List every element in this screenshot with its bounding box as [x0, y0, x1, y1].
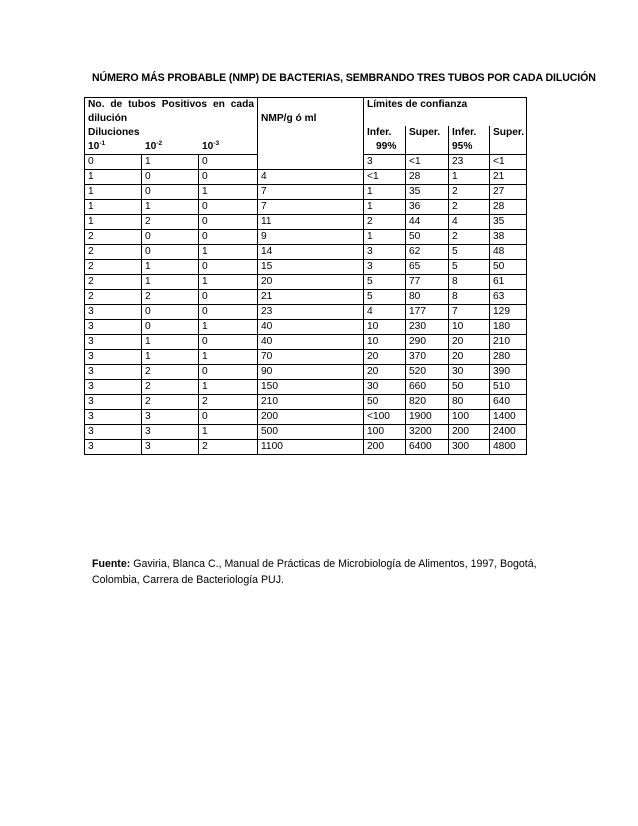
dil-2-positive: 2	[142, 290, 199, 305]
nmp-value: 23	[258, 305, 364, 320]
super-95-value: 50	[490, 260, 527, 275]
table-row	[85, 410, 527, 425]
dil-2-positive: 0	[142, 305, 199, 320]
dil-2-positive: 2	[142, 395, 199, 410]
dil-2-positive: 1	[142, 350, 199, 365]
infer-95-value: 50	[449, 380, 490, 395]
infer-95-value: 8	[449, 275, 490, 290]
infer-99-value: 100	[364, 425, 406, 440]
infer-99-value: 10	[364, 335, 406, 350]
super-99-value: 77	[406, 275, 449, 290]
table-row	[85, 440, 527, 455]
dil-3-positive: 0	[199, 170, 258, 185]
infer-95-label: Infer.	[452, 127, 477, 138]
super-95-value: 28	[490, 200, 527, 215]
dilutions-header-cell	[85, 126, 258, 155]
super-95-value: 38	[490, 230, 527, 245]
infer-99-value: 1	[364, 230, 406, 245]
infer-95-percent: 95%	[452, 141, 473, 152]
infer-99-value: <1	[406, 155, 449, 170]
infer-95-value: 1	[449, 170, 490, 185]
dil-1-positive: 3	[85, 350, 142, 365]
super-99-value: 520	[406, 365, 449, 380]
infer-95-value: 8	[449, 290, 490, 305]
super-95-value: 61	[490, 275, 527, 290]
nmp-value: 40	[258, 335, 364, 350]
dil-3-positive: 0	[199, 215, 258, 230]
source-note	[92, 556, 552, 588]
dil-1-positive: 2	[85, 275, 142, 290]
infer-99-value: 200	[364, 440, 406, 455]
super-99-value: 230	[406, 320, 449, 335]
dil-3-positive: 1	[199, 245, 258, 260]
super-99-value: 177	[406, 305, 449, 320]
super-99-value: 80	[406, 290, 449, 305]
dilution-exponents	[88, 140, 257, 154]
infer-99-value: 20	[364, 350, 406, 365]
dil-2-positive: 2	[142, 365, 199, 380]
dil-1-positive: 3	[85, 365, 142, 380]
infer-99-value: 30	[364, 380, 406, 395]
table-row	[85, 380, 527, 395]
infer-95-value: 7	[449, 305, 490, 320]
dil-2-positive: 2	[142, 215, 199, 230]
infer-99-value: 1	[364, 200, 406, 215]
dilution-2: 10-2	[145, 139, 163, 152]
dil-2-positive: 1	[142, 200, 199, 215]
super-95-value: 280	[490, 350, 527, 365]
dil-1-positive: 1	[85, 215, 142, 230]
dil-1-positive: 2	[85, 260, 142, 275]
nmp-value: 70	[258, 350, 364, 365]
infer-95-value: 200	[449, 425, 490, 440]
table-row	[85, 290, 527, 305]
nmp-value: 21	[258, 290, 364, 305]
infer-95-header	[449, 126, 490, 155]
infer-99-value: 3	[364, 260, 406, 275]
infer-95-value: 20	[449, 335, 490, 350]
tubes-header-label: No. de tubos Positivos en cada	[88, 99, 254, 110]
dil-3-positive: 1	[199, 185, 258, 200]
super-95-label: Super.	[493, 127, 525, 138]
table-row	[85, 185, 527, 200]
tubes-header-label-cont: dilución	[88, 113, 128, 124]
dil-3-positive: 0	[199, 260, 258, 275]
super-95-value: 21	[490, 170, 527, 185]
confidence-header-label: Límites de confianza	[367, 99, 468, 110]
nmp-value: 210	[258, 395, 364, 410]
infer-99-header	[364, 126, 406, 155]
dil-1-positive: 3	[85, 425, 142, 440]
infer-99-label: Infer.	[367, 127, 392, 138]
super-95-value: 48	[490, 245, 527, 260]
table-row	[85, 200, 527, 215]
dil-3-positive: 0	[199, 335, 258, 350]
infer-99-value: 5	[364, 275, 406, 290]
dil-2-positive: 3	[142, 440, 199, 455]
dil-1-positive: 2	[85, 290, 142, 305]
dil-1-positive: 3	[85, 305, 142, 320]
dil-3-positive: 0	[199, 305, 258, 320]
nmp-header-cell	[258, 98, 364, 170]
dil-2-positive: 0	[142, 320, 199, 335]
super-99-value: 3200	[406, 425, 449, 440]
dil-1-positive: 3	[85, 395, 142, 410]
infer-99-value: 2	[364, 215, 406, 230]
table-row	[85, 320, 527, 335]
infer-95-value: 300	[449, 440, 490, 455]
dil-3-positive: 0	[199, 290, 258, 305]
nmp-value: 14	[258, 245, 364, 260]
dil-3-positive: 0	[199, 155, 258, 170]
table-row	[85, 275, 527, 290]
super-99-header	[406, 126, 449, 155]
dil-1-positive: 2	[85, 245, 142, 260]
dil-2-positive: 0	[142, 185, 199, 200]
table-row	[85, 305, 527, 320]
infer-95-value: 2	[449, 185, 490, 200]
infer-99-value: 5	[364, 290, 406, 305]
super-99-value: 290	[406, 335, 449, 350]
infer-95-value: 100	[449, 410, 490, 425]
super-99-value: 62	[406, 245, 449, 260]
nmp-value: 200	[258, 410, 364, 425]
mpn-table	[84, 97, 527, 455]
dil-3-positive: 2	[199, 440, 258, 455]
dil-3-positive: 1	[199, 275, 258, 290]
super-95-value: 640	[490, 395, 527, 410]
nmp-value: 9	[258, 230, 364, 245]
dil-3-positive: 1	[199, 425, 258, 440]
super-99-value: 23	[449, 155, 490, 170]
header-row-1	[85, 98, 527, 127]
super-99-value: 820	[406, 395, 449, 410]
dil-1-positive: 2	[85, 230, 142, 245]
super-95-value: 27	[490, 185, 527, 200]
infer-95-value: 2	[449, 200, 490, 215]
super-95-value: 4800	[490, 440, 527, 455]
dil-3-positive: 1	[199, 380, 258, 395]
infer-95-value: 20	[449, 350, 490, 365]
table-row	[85, 230, 527, 245]
nmp-header-label: NMP/g ó ml	[261, 113, 317, 124]
nmp-value: 150	[258, 380, 364, 395]
super-95-value: 63	[490, 290, 527, 305]
table-row	[85, 170, 527, 185]
infer-99-value: 3	[364, 245, 406, 260]
nmp-value: 3	[364, 155, 406, 170]
infer-99-value: <100	[364, 410, 406, 425]
super-99-value: 65	[406, 260, 449, 275]
table-row	[85, 350, 527, 365]
infer-95-value: 5	[449, 245, 490, 260]
dil-3-positive: 0	[199, 230, 258, 245]
infer-95-value: 5	[449, 260, 490, 275]
dil-2-positive: 0	[142, 245, 199, 260]
dil-3-positive: 1	[199, 350, 258, 365]
dil-2-positive: 3	[142, 410, 199, 425]
dil-1-positive: 1	[85, 170, 142, 185]
infer-99-value: 20	[364, 365, 406, 380]
nmp-value: 500	[258, 425, 364, 440]
super-95-value: 180	[490, 320, 527, 335]
table-row	[85, 365, 527, 380]
nmp-value: 7	[258, 185, 364, 200]
super-95-value: 210	[490, 335, 527, 350]
dil-3-positive: 0	[199, 410, 258, 425]
dil-1-positive: 3	[85, 335, 142, 350]
dil-1-positive: 3	[85, 380, 142, 395]
dil-2-positive: 2	[142, 380, 199, 395]
super-99-value: 6400	[406, 440, 449, 455]
super-99-value: 28	[406, 170, 449, 185]
infer-95-value: 10	[449, 320, 490, 335]
table-row	[85, 260, 527, 275]
super-99-value: 44	[406, 215, 449, 230]
nmp-value: 4	[258, 170, 364, 185]
dil-2-positive: 1	[142, 275, 199, 290]
dilution-1: 10-1	[88, 139, 106, 152]
dil-3-positive: 1	[199, 320, 258, 335]
nmp-value: 11	[258, 215, 364, 230]
nmp-value: 1100	[258, 440, 364, 455]
table-row	[85, 335, 527, 350]
super-95-value: 1400	[490, 410, 527, 425]
super-99-value: 36	[406, 200, 449, 215]
dil-2-positive: 3	[142, 425, 199, 440]
table-row	[85, 395, 527, 410]
infer-95-value: <1	[490, 155, 527, 170]
super-99-value: 50	[406, 230, 449, 245]
infer-99-value: 1	[364, 185, 406, 200]
nmp-value: 90	[258, 365, 364, 380]
super-99-value: 370	[406, 350, 449, 365]
super-95-value: 510	[490, 380, 527, 395]
nmp-value: 40	[258, 320, 364, 335]
infer-99-value: <1	[364, 170, 406, 185]
super-99-value: 1900	[406, 410, 449, 425]
dil-3-positive: 0	[199, 200, 258, 215]
infer-95-value: 2	[449, 230, 490, 245]
table-row	[85, 245, 527, 260]
dil-1-positive: 3	[85, 410, 142, 425]
page-title: NÚMERO MÁS PROBABLE (NMP) DE BACTERIAS, SEMBRANDO TRES TUBOS POR CADA DILUCIÓN	[92, 72, 596, 84]
super-95-value: 129	[490, 305, 527, 320]
dilutions-label: Diluciones	[88, 127, 140, 138]
dil-2-positive: 1	[142, 260, 199, 275]
infer-95-value: 30	[449, 365, 490, 380]
dil-3-positive: 0	[199, 365, 258, 380]
dilution-3: 10-3	[202, 139, 220, 152]
nmp-value: 7	[258, 200, 364, 215]
infer-99-value: 4	[364, 305, 406, 320]
infer-99-percent: 99%	[376, 141, 397, 152]
dil-2-positive: 0	[142, 170, 199, 185]
nmp-value: 15	[258, 260, 364, 275]
table-row	[85, 425, 527, 440]
infer-95-value: 4	[449, 215, 490, 230]
dil-2-positive: 1	[142, 155, 199, 170]
confidence-header-cell	[364, 98, 527, 127]
dil-1-positive: 3	[85, 320, 142, 335]
dil-1-positive: 3	[85, 440, 142, 455]
infer-99-value: 10	[364, 320, 406, 335]
tubes-header-cell	[85, 98, 258, 127]
super-95-value: 390	[490, 365, 527, 380]
dil-1-positive: 0	[85, 155, 142, 170]
nmp-value: 20	[258, 275, 364, 290]
super-95-header	[490, 126, 527, 155]
dil-1-positive: 1	[85, 200, 142, 215]
dil-3-positive: 2	[199, 395, 258, 410]
super-95-value: 2400	[490, 425, 527, 440]
infer-95-value: 80	[449, 395, 490, 410]
dil-2-positive: 0	[142, 230, 199, 245]
dil-1-positive: 1	[85, 185, 142, 200]
super-99-value: 35	[406, 185, 449, 200]
source-text: Gaviria, Blanca C., Manual de Prácticas de Microbiología de Alimentos, 1997, Bogotá, Colombia, Carrera de Bacteriología PUJ.	[92, 558, 537, 586]
table-row	[85, 215, 527, 230]
dil-2-positive: 1	[142, 335, 199, 350]
super-95-value: 35	[490, 215, 527, 230]
infer-99-value: 50	[364, 395, 406, 410]
source-label: Fuente:	[92, 558, 131, 570]
super-99-label: Super.	[409, 127, 441, 138]
super-99-value: 660	[406, 380, 449, 395]
